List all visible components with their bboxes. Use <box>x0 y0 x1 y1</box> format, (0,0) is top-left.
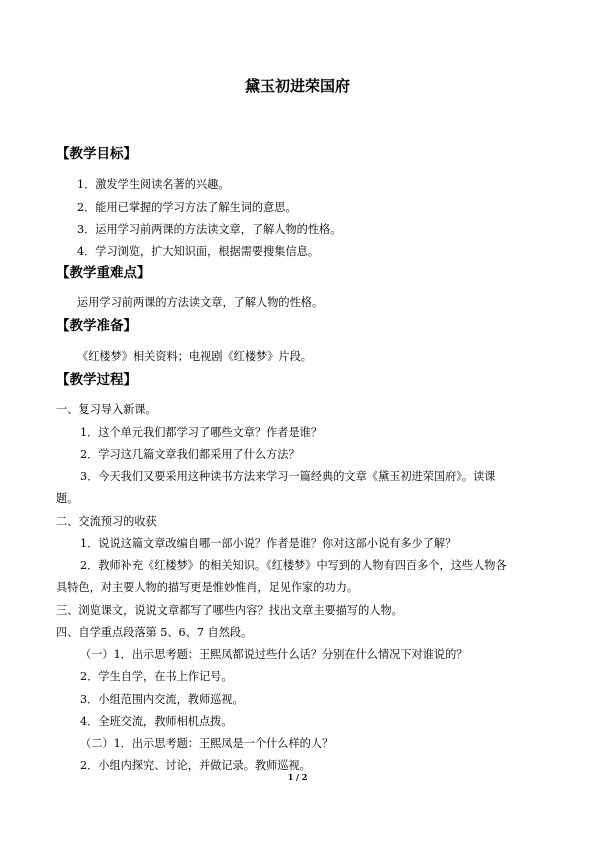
process-line: （二）1．出示思考题：王熙凤是一个什么样的人？ <box>80 737 334 750</box>
process-line: 二、交流预习的收获 <box>56 515 157 528</box>
goal-item: 2．能用已掌握的学习方法了解生词的意思。 <box>77 201 297 214</box>
section-heading-process: 【教学过程】 <box>56 372 137 388</box>
section-heading-preparation: 【教学准备】 <box>56 318 137 334</box>
key-points-text: 运用学习前两课的方法读文章，了解人物的性格。 <box>77 296 324 309</box>
goal-item: 1．激发学生阅读名著的兴趣。 <box>77 178 230 191</box>
process-line: 3．今天我们又要采用这种读书方法来学习一篇经典的文章《黛玉初进荣国府》。读课 <box>80 470 496 483</box>
process-line: （一）1．出示思考题：王熙凤都说过些什么话？分别在什么情况下对谁说的？ <box>80 648 468 661</box>
process-line: 四、自学重点段落第 5、6、7 自然段。 <box>56 626 253 639</box>
process-line: 题。 <box>56 492 79 505</box>
document-title: 黛玉初进荣国府 <box>244 77 350 95</box>
goal-item: 3．运用学习前两课的方法读文章，了解人物的性格。 <box>77 223 342 236</box>
process-line: 具特色，对主要人物的描写更是惟妙惟肖，足见作家的功力。 <box>56 581 359 594</box>
process-line: 3．小组范围内交流，教师巡视。 <box>80 693 244 706</box>
process-line: 1．这个单元我们都学习了哪些文章？作者是谁？ <box>80 426 323 439</box>
section-heading-key-points: 【教学重难点】 <box>56 265 151 281</box>
page-number: 1 / 2 <box>287 772 308 782</box>
process-line: 2．教师补充《红楼梦》的相关知识。《红楼梦》中写到的人物有四百多个，这些人物各 <box>80 559 507 572</box>
process-line: 2．学生自学，在书上作记号。 <box>80 670 233 683</box>
process-line: 三、浏览课文，说说文章都写了哪些内容？找出文章主要描写的人物。 <box>56 604 403 617</box>
goal-item: 4．学习浏览，扩大知识面，根据需要搜集信息。 <box>77 245 320 258</box>
process-line: 一、复习导入新课。 <box>56 403 157 416</box>
process-line: 2．学习这几篇文章我们都采用了什么方法？ <box>80 448 300 461</box>
process-line: 1．说说这篇文章改编自哪一部小说？作者是谁？你对这部小说有多少了解？ <box>80 537 457 550</box>
process-line: 4．全班交流，教师相机点拨。 <box>80 715 233 728</box>
section-heading-goals: 【教学目标】 <box>56 146 137 162</box>
preparation-text: 《红楼梦》相关资料；电视剧《红楼梦》片段。 <box>77 350 312 363</box>
process-line: 2．小组内探究、讨论，并做记录。教师巡视。 <box>80 759 311 772</box>
